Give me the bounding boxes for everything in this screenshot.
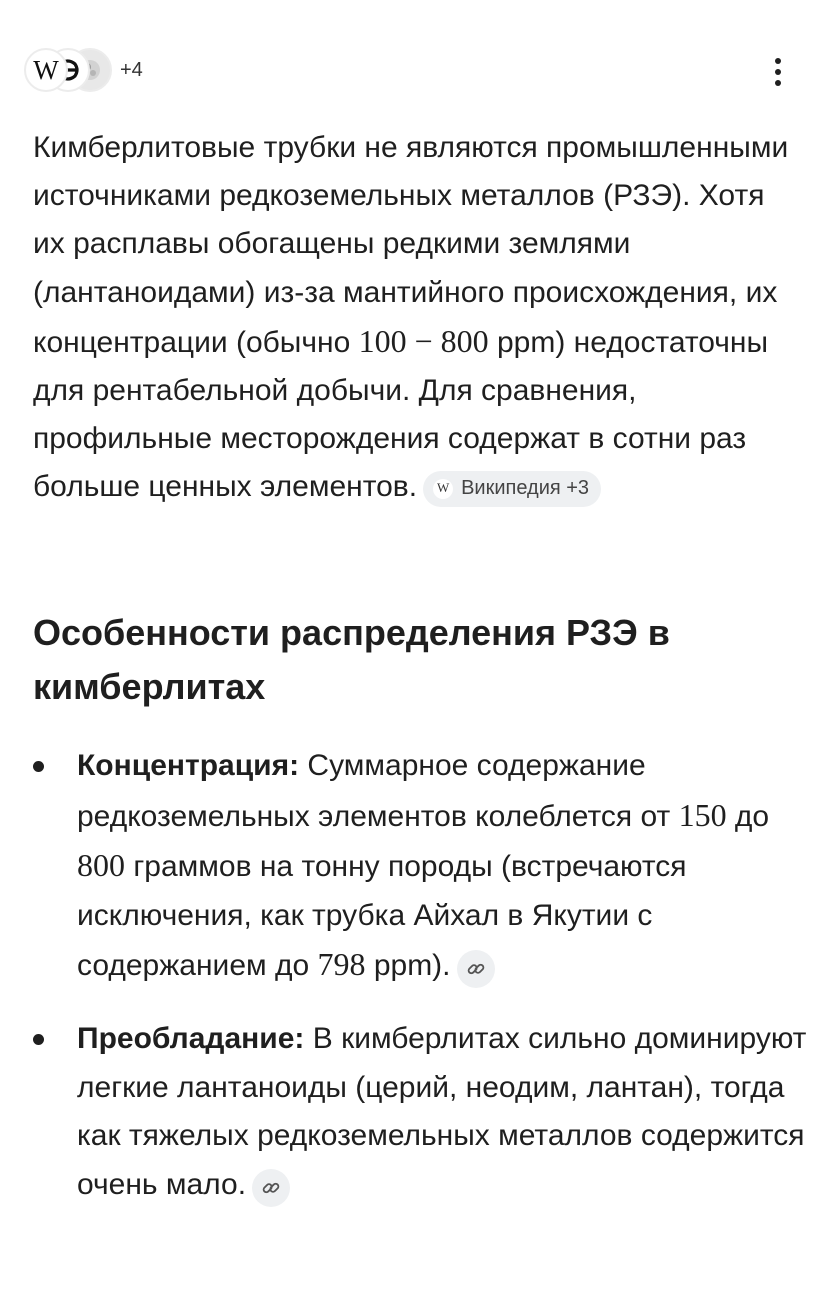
bullet-term: Концентрация: bbox=[77, 749, 300, 782]
math-number: 798 bbox=[317, 946, 366, 983]
math-range: 100 − 800 bbox=[358, 322, 489, 359]
wikipedia-icon: W bbox=[433, 479, 453, 499]
list-item bbox=[33, 1015, 813, 1209]
more-options-icon[interactable] bbox=[766, 54, 790, 90]
bullet-list bbox=[33, 742, 813, 1209]
intro-text-part: ppm) недостаточны для рентабельной добычи. Для сравнения, профильные месторождения содержат в сотни раз больше ценных элементов. bbox=[33, 325, 769, 504]
link-icon bbox=[261, 1178, 281, 1198]
bullet-term: Преобладание: bbox=[77, 1021, 305, 1055]
intro-paragraph bbox=[33, 124, 803, 512]
intro-text-part: Кимберлитовые трубки не являются промышленными источниками редкоземельных металлов (РЗЭ). Хотя их расплавы обогащены редкими землями (лантаноидами) из-за мантийного происхождения, их концентрации (обычно bbox=[33, 131, 789, 359]
bullet-text: В кимберлитах сильно доминируют легкие лантаноиды (церий, неодим, лантан), тогда как тяжелых редкоземельных металлов содержится очень мало. bbox=[77, 1021, 807, 1201]
link-icon bbox=[466, 959, 486, 979]
list-item bbox=[33, 742, 813, 991]
sources-button[interactable] bbox=[24, 46, 143, 94]
bullet-dot bbox=[33, 1034, 44, 1045]
wikipedia-icon: W bbox=[24, 48, 68, 92]
bullet-dot bbox=[33, 761, 44, 772]
sources-more-count: +4 bbox=[120, 58, 143, 81]
section-heading: Особенности распределения РЗЭ в кимберлитах bbox=[33, 612, 670, 707]
response-header bbox=[24, 46, 804, 98]
source-link-button[interactable] bbox=[457, 950, 495, 988]
bullet-text: граммов на тонну породы (встречаются исключения, как трубка Айхал в Якутии с содержанием до bbox=[77, 850, 687, 983]
source-link-button[interactable] bbox=[252, 1169, 290, 1207]
math-number: 150 bbox=[678, 796, 727, 833]
citation-label: Википедия +3 bbox=[461, 477, 590, 500]
bullet-text: ppm). bbox=[365, 949, 451, 983]
citation-chip-wikipedia[interactable] bbox=[423, 471, 601, 507]
bullet-text: Суммарное содержание редкоземельных элементов колеблется от bbox=[77, 749, 679, 833]
response-content bbox=[33, 124, 807, 1201]
math-number: 800 bbox=[77, 847, 125, 884]
bullet-text: до bbox=[726, 799, 770, 833]
